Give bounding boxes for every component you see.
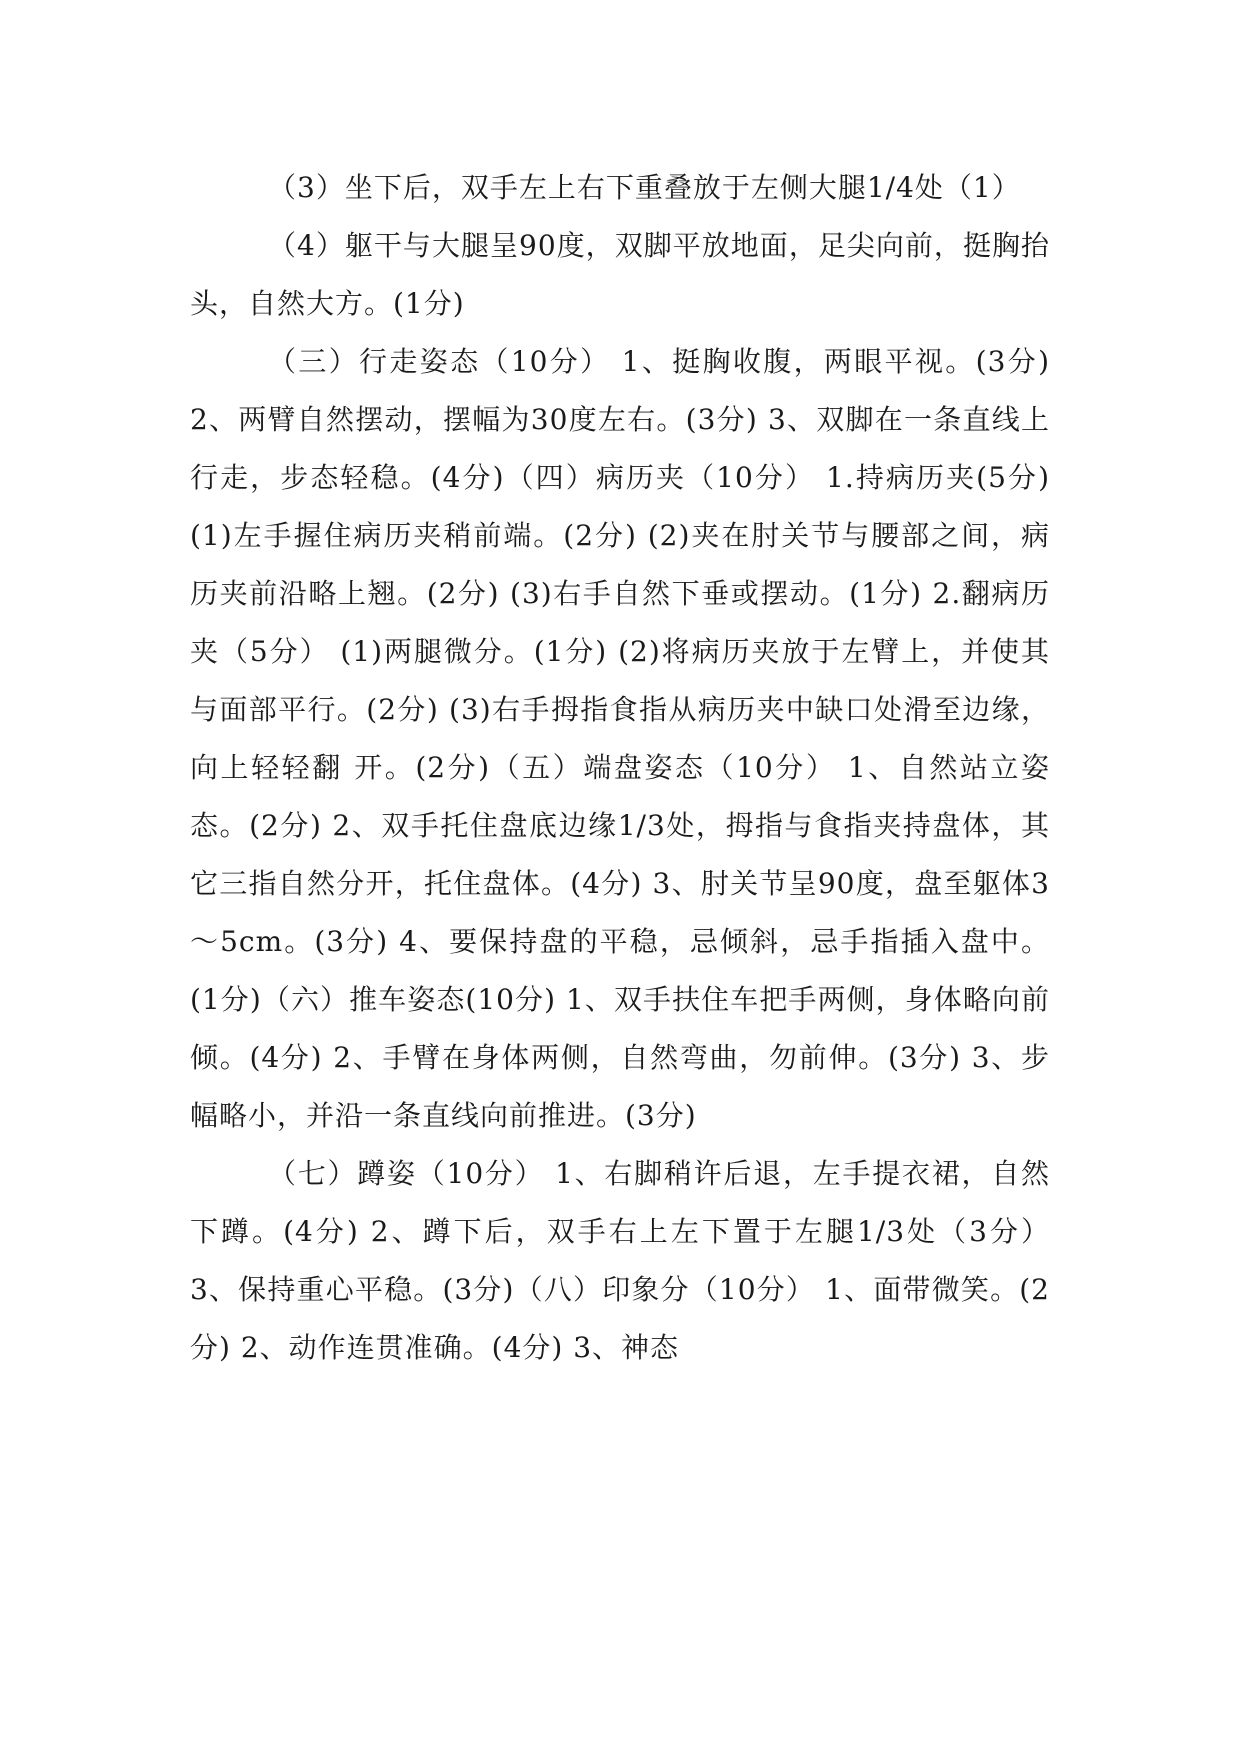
- paragraph-sitting-posture: （4）躯干与大腿呈90度，双脚平放地面，足尖向前，挺胸抬头，自然大方。(1分): [190, 229, 1050, 320]
- paragraph-sitting-hands: （3）坐下后，双手左上右下重叠放于左侧大腿1/4处（1）: [268, 171, 1021, 204]
- paragraph-walking-to-cart: （三）行走姿态（10分） 1、挺胸收腹，两眼平视。(3分) 2、两臂自然摆动，摆幅为30度左右。(3分) 3、双脚在一条直线上行走，步态轻稳。(4分)（四）病历夹（10分） 1.持病历夹(5分) (1)左手握住病历夹稍前端。(2分) (2)夹在肘关节与腰部之间，病历夹前沿略上翘。(2分) (3)右手自然下垂或摆动。(1分) 2.翻病历夹（5分） (1)两腿微分。(1分) (2)将病历夹放于左臂上，并使其与面部平行。(2分) (3)右手拇指食指从病历夹中缺口处滑至边缘，向上轻轻翻 开。(2分)（五）端盘姿态（10分） 1、自然站立姿态。(2分) 2、双手托住盘底边缘1/3处，拇指与食指夹持盘体，其它三指自然分开，托住盘体。(4分) 3、肘关节呈90度，盘至躯体3～5cm。(3分) 4、要保持盘的平稳，忌倾斜，忌手指插入盘中。(1分)（六）推车姿态(10分) 1、双手扶住车把手两侧，身体略向前倾。(4分) 2、手臂在身体两侧，自然弯曲，勿前伸。(3分) 3、步幅略小，并沿一条直线向前推进。(3分): [190, 345, 1050, 1132]
- document-body: [190, 159, 1050, 1377]
- paragraph-squat-impression: （七）蹲姿（10分） 1、右脚稍许后退，左手提衣裙，自然下蹲。(4分) 2、蹲下后，双手右上左下置于左腿1/3处（3分） 3、保持重心平稳。(3分)（八）印象分（10分） 1、面带微笑。(2分) 2、动作连贯准确。(4分) 3、神态: [190, 1157, 1050, 1364]
